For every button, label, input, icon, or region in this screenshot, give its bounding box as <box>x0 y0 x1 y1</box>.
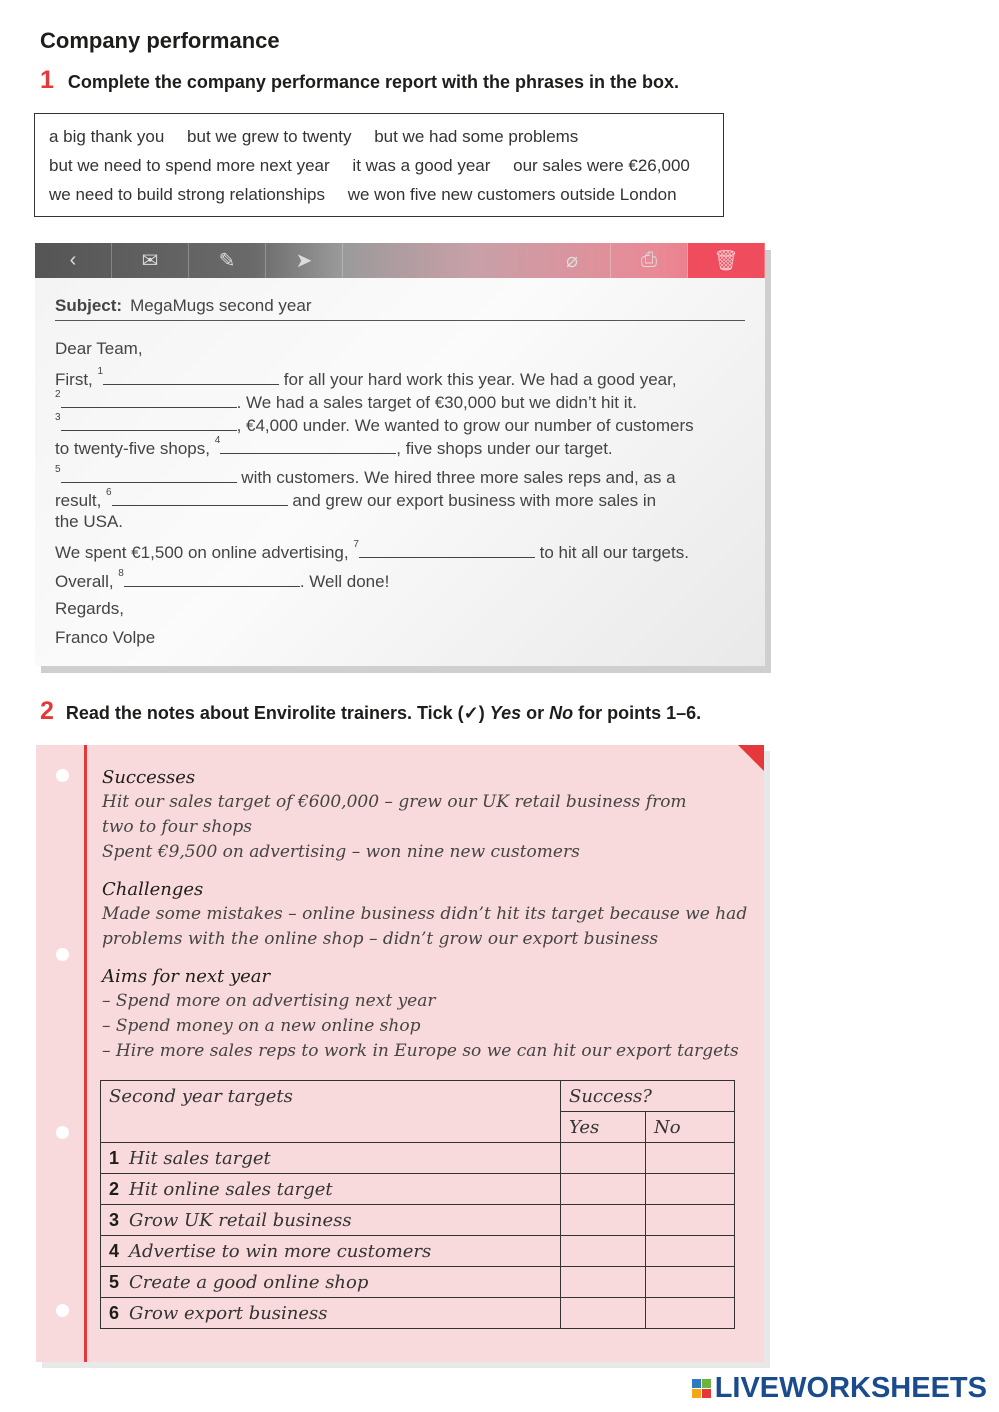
text-segment: to hit all our targets. <box>534 543 689 562</box>
gap-number: 1 <box>97 366 104 377</box>
sender-name: Franco Volpe <box>55 628 156 647</box>
no-tick-cell[interactable] <box>646 1267 735 1298</box>
instruction-no: No <box>549 703 574 723</box>
gap-number: 4 <box>214 435 221 446</box>
exercise-2-instruction <box>66 703 701 724</box>
phrase-line <box>49 151 709 180</box>
instruction-text: Read the notes about Envirolite trainers. Tick (✓) <box>65 703 490 723</box>
text-segment: We spent €1,500 on online advertising, <box>55 543 354 562</box>
gap-6-input[interactable] <box>112 489 288 506</box>
note-line: – Spend money on a new online shop <box>102 1016 421 1036</box>
instruction-yes: Yes <box>489 703 522 723</box>
back-icon[interactable]: ‹ <box>35 243 112 278</box>
text-segment: . We had a sales target of €30,000 but we didn’t hit it. <box>236 393 637 412</box>
text-segment: result, <box>55 491 107 510</box>
text-segment: . Well done! <box>299 572 390 591</box>
table-row <box>101 1205 735 1236</box>
phrase[interactable]: a big thank you <box>49 127 165 146</box>
exercise-1-instruction: Complete the company performance report with the phrases in the box. <box>67 72 680 92</box>
target-text: Grow export business <box>129 1302 328 1324</box>
notes-page <box>36 745 764 1362</box>
gap-number: 6 <box>106 487 112 498</box>
greeting: Dear Team, <box>55 339 143 358</box>
toolbar-spacer <box>343 243 534 278</box>
yes-tick-cell[interactable] <box>561 1267 646 1298</box>
email-toolbar <box>35 243 765 278</box>
email-window <box>35 243 765 666</box>
gap-number: 7 <box>353 539 359 550</box>
note-line: Hit our sales target of €600,000 – grew our UK retail business from <box>102 792 687 812</box>
instruction-text: or <box>521 703 550 723</box>
target-text: Advertise to win more customers <box>129 1240 432 1262</box>
phrase[interactable]: but we need to spend more next year <box>49 156 330 175</box>
phrase-line <box>49 122 709 151</box>
aims-heading: Aims for next year <box>102 966 271 987</box>
yes-tick-cell[interactable] <box>561 1174 646 1205</box>
gap-5-input[interactable] <box>61 466 237 483</box>
target-text: Grow UK retail business <box>129 1209 352 1231</box>
table-header-row <box>101 1081 735 1112</box>
brand-footer <box>692 1372 987 1405</box>
attachment-icon[interactable]: ⌀ <box>534 243 611 278</box>
target-cell <box>101 1143 561 1174</box>
email-line-1 <box>55 368 677 390</box>
email-line-9 <box>55 570 389 592</box>
row-number: 1 <box>109 1147 120 1168</box>
phrase[interactable]: our sales were €26,000 <box>513 156 690 175</box>
phrase[interactable]: it was a good year <box>352 156 491 175</box>
print-icon[interactable]: ⎙ <box>611 243 688 278</box>
phrase[interactable]: but we had some problems <box>374 127 579 146</box>
phrase[interactable]: we won five new customers outside London <box>347 185 677 204</box>
text-segment: and grew our export business with more sales in <box>287 491 657 510</box>
gap-1-input[interactable] <box>103 368 279 385</box>
exercise-2-header <box>40 697 701 726</box>
target-text: Hit online sales target <box>129 1178 333 1200</box>
target-cell <box>101 1298 561 1329</box>
text-segment: , five shops under our target. <box>396 439 613 458</box>
target-text: Hit sales target <box>129 1147 271 1169</box>
row-number: 5 <box>109 1271 120 1292</box>
punch-hole <box>56 948 69 961</box>
note-line: two to four shops <box>102 817 253 837</box>
section-title: Company performance <box>40 28 280 53</box>
email-subject <box>55 296 745 321</box>
gap-number: 3 <box>55 412 61 423</box>
targets-table <box>100 1080 735 1329</box>
target-cell <box>101 1174 561 1205</box>
header-targets: Second year targets <box>101 1081 561 1143</box>
brand-logo-icon <box>692 1379 711 1398</box>
table-row <box>101 1267 735 1298</box>
row-number: 4 <box>109 1240 120 1261</box>
header-success: Success? <box>561 1081 735 1112</box>
email-line-3 <box>55 414 694 436</box>
edit-icon[interactable]: ✎ <box>189 243 266 278</box>
gap-8-input[interactable] <box>124 570 300 587</box>
table-row <box>101 1174 735 1205</box>
challenges-heading: Challenges <box>102 879 204 900</box>
row-number: 2 <box>109 1178 120 1199</box>
subject-value: MegaMugs second year <box>130 296 312 315</box>
email-line-5 <box>55 466 676 488</box>
yes-tick-cell[interactable] <box>561 1143 646 1174</box>
target-text: Create a good online shop <box>129 1271 369 1293</box>
phrase-box <box>34 113 724 217</box>
gap-number: 8 <box>118 568 124 579</box>
row-number: 6 <box>109 1302 120 1323</box>
phrase-line <box>49 180 709 209</box>
phrase[interactable]: we need to build strong relationships <box>49 185 325 204</box>
gap-3-input[interactable] <box>61 414 237 431</box>
yes-tick-cell[interactable] <box>561 1205 646 1236</box>
text-segment: , €4,000 under. We wanted to grow our number of customers <box>236 416 694 435</box>
gap-number: 2 <box>55 389 61 400</box>
successes-heading: Successes <box>102 767 196 788</box>
target-cell <box>101 1205 561 1236</box>
phrase[interactable]: but we grew to twenty <box>187 127 352 146</box>
note-line: – Spend more on advertising next year <box>102 991 436 1011</box>
punch-hole <box>56 1304 69 1317</box>
email-line-8 <box>55 541 689 563</box>
exercise-2-number: 2 <box>40 697 54 725</box>
target-cell <box>101 1267 561 1298</box>
email-line-2 <box>55 391 637 413</box>
table-row <box>101 1236 735 1267</box>
trash-icon[interactable]: 🗑 <box>688 243 765 278</box>
text-segment: First, <box>55 370 98 389</box>
corner-fold <box>738 745 764 771</box>
punch-hole <box>56 769 69 782</box>
text-segment: for all your hard work this year. We had a good year, <box>279 370 677 389</box>
mail-icon[interactable]: ✉ <box>112 243 189 278</box>
target-cell <box>101 1236 561 1267</box>
exercise-1-header <box>40 66 679 95</box>
no-tick-cell[interactable] <box>646 1205 735 1236</box>
email-line-7: the USA. <box>55 512 124 531</box>
header-yes: Yes <box>561 1112 646 1143</box>
table-row <box>101 1143 735 1174</box>
regards: Regards, <box>55 599 124 618</box>
gap-7-input[interactable] <box>359 541 535 558</box>
exercise-1-number: 1 <box>40 66 54 94</box>
punch-hole <box>56 1126 69 1139</box>
email-body <box>35 278 765 666</box>
subject-label: Subject: <box>55 296 123 315</box>
gap-number: 5 <box>55 464 61 475</box>
note-line: Spent €9,500 on advertising – won nine new customers <box>102 842 580 862</box>
yes-tick-cell[interactable] <box>561 1236 646 1267</box>
margin-line <box>84 745 87 1362</box>
brand-name: LIVEWORKSHEETS <box>714 1372 987 1404</box>
note-line: Made some mistakes – online business didn’t hit its target because we had <box>102 904 748 924</box>
no-tick-cell[interactable] <box>646 1298 735 1329</box>
text-segment: to twenty-five shops, <box>55 439 215 458</box>
gap-2-input[interactable] <box>61 391 237 408</box>
header-no: No <box>646 1112 735 1143</box>
note-line: problems with the online shop – didn’t grow our export business <box>102 929 659 949</box>
note-line: – Hire more sales reps to work in Europe so we can hit our export targets <box>102 1041 739 1061</box>
yes-tick-cell[interactable] <box>561 1298 646 1329</box>
text-segment: with customers. We hired three more sales reps and, as a <box>236 468 676 487</box>
text-segment: Overall, <box>55 572 119 591</box>
row-number: 3 <box>109 1209 120 1230</box>
gap-4-input[interactable] <box>220 437 396 454</box>
send-icon[interactable]: ➤ <box>266 243 343 278</box>
email-line-4 <box>55 437 613 459</box>
no-tick-cell[interactable] <box>646 1174 735 1205</box>
table-row <box>101 1298 735 1329</box>
email-line-6 <box>55 489 656 511</box>
no-tick-cell[interactable] <box>646 1236 735 1267</box>
no-tick-cell[interactable] <box>646 1143 735 1174</box>
instruction-text: for points 1–6. <box>573 703 702 723</box>
